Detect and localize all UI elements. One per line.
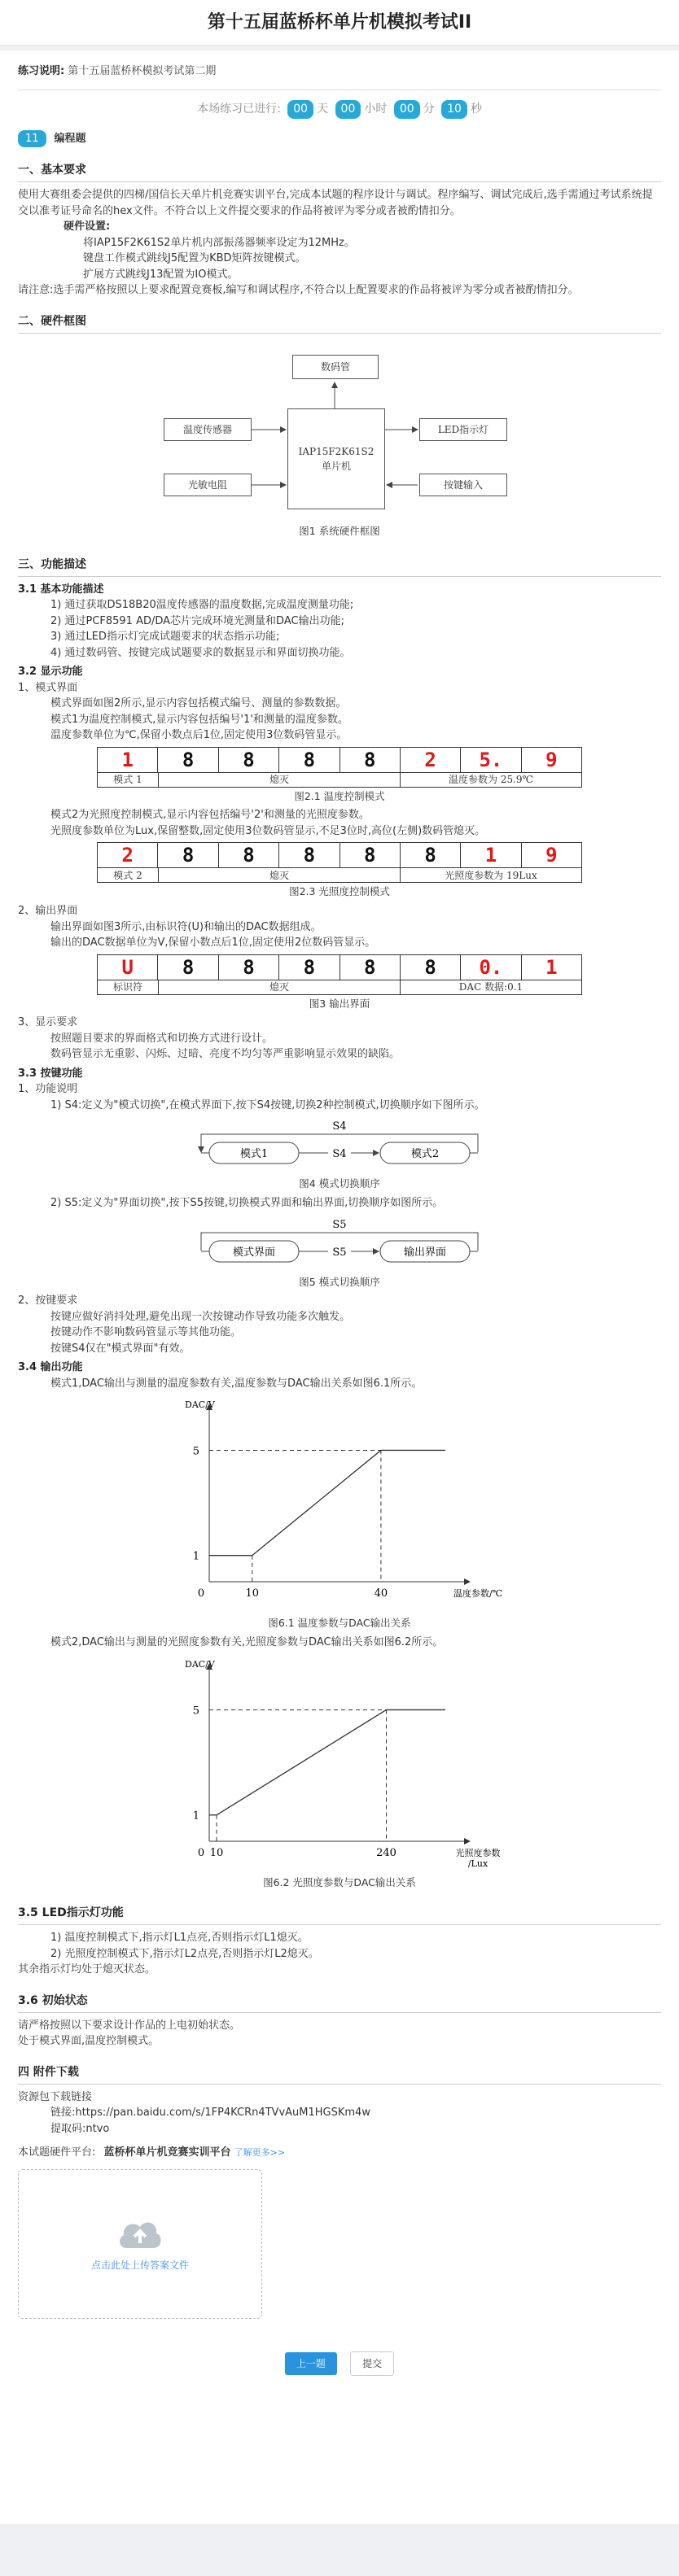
x-tick-label: 0: [197, 1587, 205, 1600]
chart-light-dac: [169, 1654, 510, 1874]
question-number: 11: [18, 130, 46, 148]
block-key-input: 按键输入: [419, 474, 507, 496]
segment-digit: 8: [279, 843, 340, 867]
block-led: LED指示灯: [419, 418, 507, 441]
block-mcu: IAP15F2K61S2 单片机: [287, 408, 385, 509]
series-line: [209, 1709, 445, 1814]
segment-digit: 8: [158, 843, 218, 867]
segment-label: 熄灭: [159, 773, 401, 787]
x-tick-label: 10: [209, 1846, 224, 1859]
y-tick-label: 5: [192, 1704, 199, 1717]
segment-digit: 8: [158, 955, 218, 980]
figure-caption: 图2.3 光照度控制模式: [289, 885, 390, 898]
text-line: 输出的DAC数据单位为V,保留小数点后1位,固定使用2位数码管显示。: [50, 937, 376, 949]
block-photoresistor: 光敏电阻: [164, 474, 252, 496]
text-line: 资源包下载链接: [18, 2090, 93, 2103]
figure-caption: 图5 模式切换顺序: [299, 1275, 380, 1288]
segment-label: 模式 2: [98, 868, 159, 882]
segment-digit: 8: [340, 843, 401, 867]
x-tick-label: 10: [245, 1587, 260, 1600]
segment-digit: 9: [545, 748, 558, 771]
prev-question-button[interactable]: 上一题: [285, 2352, 337, 2375]
y-tick-label: 1: [192, 1550, 199, 1563]
segment-digit: 2: [401, 748, 461, 772]
segment-digit: 1: [545, 955, 558, 979]
segment-digit: 1: [98, 748, 158, 772]
segment-label: DAC 数据:0.1: [458, 981, 523, 993]
platform-name: 蓝桥杯单片机竞赛实训平台: [103, 2146, 231, 2159]
text-line: 按键动作不影响数码管显示等其他功能。: [50, 1326, 242, 1339]
segment-label: 温度参数为 25.9℃: [449, 774, 533, 785]
text-line: 处于模式界面,温度控制模式。: [18, 2035, 160, 2048]
subheading: 3.2 显示功能: [18, 666, 83, 678]
text-line: 请严格按照以下要求设计作品的上电初始状态。: [18, 2019, 241, 2032]
segment-digit: 8: [219, 748, 279, 772]
segment-digit: 8: [279, 955, 340, 980]
text-line: 模式1为温度控制模式,显示内容包括编号'1'和测量的温度参数。: [50, 713, 348, 726]
segment-label: 熄灭: [159, 868, 401, 882]
figure-caption: 图1 系统硬件框图: [299, 524, 380, 537]
text-line: 输出界面如图3所示,由标识符(U)和输出的DAC数据组成。: [50, 920, 322, 933]
section-function: 三、功能描述: [18, 557, 661, 577]
state-diagram-mode: [185, 1116, 494, 1175]
func-item: 4) 通过数码管、按键完成试题要求的数据显示和界面切换功能。: [50, 646, 351, 659]
x-axis-label: /Lux: [467, 1858, 488, 1869]
subheading-init: 3.6 初始状态: [18, 1993, 661, 2013]
figure-caption: 图3 输出界面: [309, 997, 370, 1010]
timer-hours: 00: [335, 100, 361, 119]
platform-line: [18, 2145, 661, 2161]
text-line: 1) S4:定义为"模式切换",在模式界面下,按下S4按键,切换2种控制模式,切换顺序如下图所示。: [50, 1098, 485, 1111]
item-heading: 1、模式界面: [18, 681, 78, 694]
text-line: 模式界面如图2所示,显示内容包括模式编号、测量的参数数据。: [50, 697, 347, 709]
state-mode1: 模式1: [239, 1148, 269, 1161]
segment-digit: 8: [158, 748, 218, 772]
y-tick-label: 5: [192, 1445, 199, 1458]
text-line: 按键应做好消抖处理,避免出现一次按键动作导致功能多次触发。: [50, 1310, 351, 1323]
segment-digit: U: [98, 955, 158, 980]
subheading: 3.1 基本功能描述: [18, 583, 104, 596]
text-line: 模式2为光照度控制模式,显示内容包括编号'2'和测量的光照度参数。: [50, 809, 370, 822]
transition-label: S4: [332, 1148, 347, 1161]
item-heading: 2、输出界面: [18, 905, 78, 917]
hw-item: 键盘工作模式跳线J5配置为KBD矩阵按键模式。: [83, 252, 306, 264]
learn-more-link[interactable]: 了解更多>>: [234, 2147, 286, 2159]
text-line: 光照度参数单位为Lux,保留整数,固定使用3位数码管显示,不足3位时,高位(左侧)数码管熄灭。: [50, 824, 486, 837]
text-line: 2) 光照度控制模式下,指示灯L2点亮,否则指示灯L2熄灭。: [50, 1947, 319, 1960]
transition-label: S5: [332, 1218, 347, 1231]
segment-digit: 8: [219, 955, 279, 980]
text-line: 模式2,DAC输出与测量的光照度参数有关,光照度参数与DAC输出关系如图6.2所示。: [50, 1636, 444, 1648]
hw-item: 扩展方式跳线J13配置为IO模式。: [83, 268, 239, 281]
text-line: 模式1,DAC输出与测量的温度参数有关,温度参数与DAC输出关系如图6.1所示。: [50, 1377, 423, 1390]
func-item: 3) 通过LED指示灯完成试题要求的状态指示功能;: [50, 631, 280, 643]
state-mode2: 模式2: [410, 1148, 440, 1161]
basic-text: 使用大赛组委会提供的四梯/国信长天单片机竞赛实训平台,完成本试题的程序设计与调试。程序编写、调试完成后,选手需通过考试系统提交以准考证号命名的hex文件。不符合以上文件提交要求的作品将被评为零分或者被酌情扣分。: [18, 189, 653, 217]
text-line: 温度参数单位为℃,保留小数点后1位,固定使用3位数码管显示。: [50, 729, 348, 741]
func-item: 2) 通过PCF8591 AD/DA芯片完成环境光测量和DAC输出功能;: [50, 614, 344, 627]
y-tick-label: 1: [192, 1810, 199, 1823]
transition-label: S4: [332, 1120, 347, 1133]
series-line: [209, 1451, 445, 1556]
footer-buttons: [18, 2351, 661, 2376]
exam-page: [0, 50, 679, 2524]
segment-digit: 2: [98, 843, 158, 867]
segment-digit: 8: [401, 955, 461, 980]
extract-code: 提取码:ntvo: [50, 2122, 110, 2135]
subheading: 3.3 按键功能: [18, 1067, 83, 1080]
segment-digit: 1: [461, 843, 521, 867]
x-axis-label: 光照度参数: [455, 1847, 501, 1858]
figure-caption: 图4 模式切换顺序: [299, 1177, 380, 1190]
figure-caption: 图6.1 温度参数与DAC输出关系: [268, 1617, 411, 1630]
subheading: 3.4 输出功能: [18, 1361, 83, 1374]
elapsed-timer: [18, 100, 661, 119]
hw-item: 将IAP15F2K61S2单片机内部振荡器频率设定为12MHz。: [83, 236, 355, 249]
text-line: 数码管显示无重影、闪烁、过暗、亮度不均匀等严重影响显示效果的缺陷。: [50, 1048, 401, 1061]
unit-days: 天: [317, 102, 329, 116]
text-line: 按照题目要求的界面格式和切换方式进行设计。: [50, 1032, 274, 1045]
func-item: 1) 通过获取DS18B20温度传感器的温度数据,完成温度测量功能;: [50, 599, 354, 611]
section-hardware: 二、硬件框图: [18, 313, 661, 334]
desc-label: 练习说明:: [18, 65, 65, 77]
x-tick-label: 0: [197, 1846, 205, 1859]
question-header: [18, 130, 661, 148]
exam-description: [18, 63, 661, 80]
segment-digit: 5.: [461, 748, 521, 772]
segment-digit: 8: [279, 748, 340, 772]
hardware-diagram: [160, 342, 519, 542]
segment-digit: 0.: [461, 955, 521, 980]
unit-hours: 小时: [364, 102, 388, 116]
timer-minutes: 00: [394, 100, 420, 119]
segment-label: 模式 1: [98, 773, 159, 787]
segment-digit: 8: [219, 843, 279, 867]
y-axis-label: DAC/V: [185, 1399, 215, 1411]
state-diagram-screen: [185, 1215, 494, 1273]
item-heading: 1、功能说明: [18, 1083, 78, 1096]
text-line: 其余指示灯均处于熄灭状态。: [18, 1963, 156, 1976]
state-mode-screen: 模式界面: [232, 1246, 276, 1259]
question-type: 编程题: [54, 132, 86, 145]
x-axis-label: 温度参数/℃: [453, 1588, 503, 1600]
y-axis-label: DAC/V: [185, 1658, 215, 1670]
figure-caption: 图6.2 光照度参数与DAC输出关系: [263, 1875, 416, 1888]
figure-caption: 图2.1 温度控制模式: [294, 789, 385, 802]
text-line: 按键S4仅在"模式界面"有效。: [50, 1342, 191, 1355]
segment-label: 标识符: [98, 980, 159, 994]
segment-display-mode2: [97, 842, 582, 883]
x-tick-label: 240: [376, 1846, 396, 1859]
subheading-led: 3.5 LED指示灯功能: [18, 1905, 661, 1925]
cloud-upload-icon: [116, 2216, 164, 2251]
submit-button[interactable]: 提交: [350, 2351, 394, 2376]
upload-label: 点击此处上传答案文件: [90, 2259, 189, 2271]
desc-value: 第十五届蓝桥杯模拟考试第二期: [68, 65, 217, 77]
segment-display-output: [97, 954, 582, 995]
section-attachment: 四 附件下载: [18, 2064, 661, 2085]
segment-digit: 8: [340, 748, 401, 772]
hw-setting-title: 硬件设置:: [64, 220, 111, 233]
download-link[interactable]: 链接:https://pan.baidu.com/s/1FP4KCRn4TVvAuM1HGSKm4w: [50, 2107, 370, 2120]
title-bar: [0, 0, 679, 46]
block-temp-sensor: 温度传感器: [164, 418, 252, 441]
item-heading: 2、按键要求: [18, 1295, 78, 1308]
timer-prefix: 本场练习已进行:: [197, 102, 281, 116]
transition-label: S5: [332, 1246, 347, 1259]
timer-seconds: 10: [441, 100, 467, 119]
section-basic: 一、基本要求: [18, 162, 661, 182]
unit-minutes: 分: [423, 102, 435, 116]
state-output-screen: 输出界面: [403, 1246, 447, 1259]
timer-days: 00: [287, 100, 313, 119]
note-text: 请注意:选手需严格按照以上要求配置竞赛板,编写和调试程序,不符合以上配置要求的作品将被评为零分或者被酌情扣分。: [18, 284, 579, 296]
unit-seconds: 秒: [470, 102, 482, 116]
page-title: 第十五届蓝桥杯单片机模拟考试II: [207, 12, 472, 33]
text-line: 2) S5:定义为"界面切换",按下S5按键,切换模式界面和输出界面,切换顺序如图所示。: [50, 1197, 444, 1209]
x-tick-label: 40: [374, 1587, 388, 1600]
chart-temp-dac: [169, 1395, 510, 1614]
segment-digit: 8: [340, 955, 401, 980]
segment-label: 光照度参数为 19Lux: [445, 869, 537, 881]
item-heading: 3、显示要求: [18, 1016, 78, 1029]
segment-digit: 8: [401, 843, 461, 867]
block-digit-tube: 数码管: [292, 355, 379, 379]
segment-display-mode1: [97, 747, 582, 788]
segment-digit: 9: [545, 844, 558, 867]
segment-label: 熄灭: [159, 980, 401, 994]
upload-area[interactable]: [18, 2169, 262, 2319]
platform-label: 本试题硬件平台:: [18, 2146, 96, 2159]
text-line: 1) 温度控制模式下,指示灯L1点亮,否则指示灯L1熄灭。: [50, 1932, 309, 1945]
